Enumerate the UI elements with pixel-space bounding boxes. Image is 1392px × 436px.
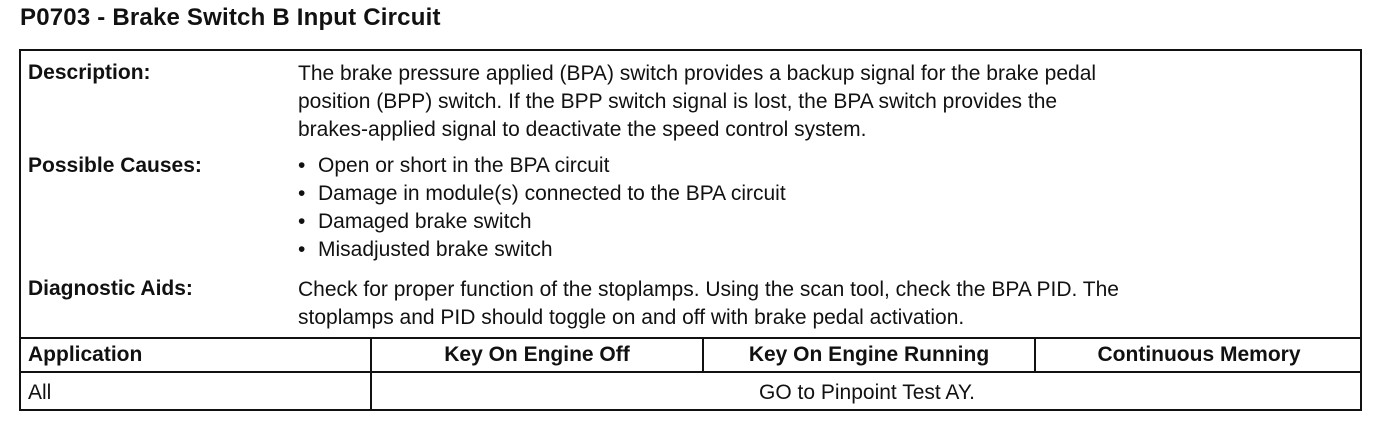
- diagnostic-aids-line: stoplamps and PID should toggle on and off with brake pedal activation.: [298, 306, 965, 329]
- table-top-rule: [19, 337, 1362, 339]
- pinpoint-test-reference: GO to Pinpoint Test AY.: [759, 381, 975, 404]
- diagnostic-aids-line: Check for proper function of the stoplamps. Using the scan tool, check the BPA PID. The: [298, 278, 1119, 301]
- list-item: • Misadjusted brake switch: [298, 236, 786, 264]
- list-item: • Damage in module(s) connected to the BPA circuit: [298, 180, 786, 208]
- table-header-application: Application: [28, 343, 143, 366]
- description-line: brakes-applied signal to deactivate the speed control system.: [298, 118, 867, 141]
- list-item: • Open or short in the BPA circuit: [298, 152, 786, 180]
- list-item: • Damaged brake switch: [298, 208, 786, 236]
- table-header-koeo: Key On Engine Off: [444, 343, 630, 366]
- description-line: position (BPP) switch. If the BPP switch signal is lost, the BPA switch provides the: [298, 90, 1058, 113]
- table-header-continuous-memory: Continuous Memory: [1097, 343, 1301, 366]
- table-header-rule: [19, 371, 1362, 373]
- description-label: Description:: [28, 61, 151, 84]
- possible-causes-label: Possible Causes:: [28, 154, 202, 177]
- table-cell-application: All: [28, 381, 52, 404]
- page-title: P0703 - Brake Switch B Input Circuit: [20, 4, 441, 31]
- diagnostic-aids-label: Diagnostic Aids:: [28, 277, 193, 300]
- description-text: [298, 60, 1096, 144]
- diagnostic-aids-text: [298, 276, 1119, 332]
- description-line: The brake pressure applied (BPA) switch provides a backup signal for the brake pedal: [298, 62, 1097, 85]
- table-header-koer: Key On Engine Running: [748, 343, 990, 366]
- possible-causes-list: [298, 152, 786, 264]
